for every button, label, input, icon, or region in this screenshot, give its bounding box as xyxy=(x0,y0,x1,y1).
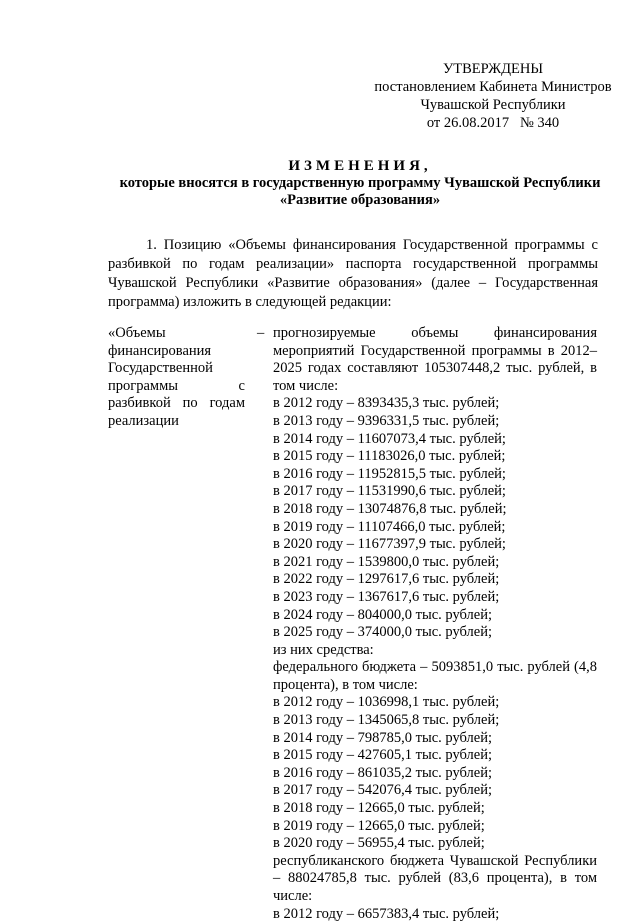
year-line: в 2012 году – 6657383,4 тыс. рублей; xyxy=(273,905,500,922)
year-line: в 2014 году – 798785,0 тыс. рублей; xyxy=(273,729,493,746)
total-intro: прогнозируемые объемы финансирования мероприятий Государственной программы в 2012–2025 годах составляют 105307448,2 тыс. рублей, в том числе: xyxy=(273,325,597,394)
year-line: в 2017 году – 11531990,6 тыс. рублей; xyxy=(273,483,506,500)
federal-years-list xyxy=(273,694,597,852)
year-line: в 2012 году – 8393435,3 тыс. рублей; xyxy=(273,395,500,412)
year-line: в 2015 году – 11183026,0 тыс. рублей; xyxy=(273,448,506,465)
title-sub-1: которые вносятся в государственную программу Чувашской Республики xyxy=(119,175,601,191)
year-line: в 2020 году – 11677397,9 тыс. рублей; xyxy=(273,536,506,553)
table-dash: – xyxy=(257,325,265,341)
sources-label: из них средства: xyxy=(273,641,374,658)
year-line: в 2016 году – 861035,2 тыс. рублей; xyxy=(273,764,493,781)
year-line: в 2015 году – 427605,1 тыс. рублей; xyxy=(273,747,493,764)
year-line: в 2012 году – 1036998,1 тыс. рублей; xyxy=(273,694,500,711)
year-line: в 2013 году – 1345065,8 тыс. рублей; xyxy=(273,712,500,729)
republic-years-list xyxy=(273,906,597,923)
intro-text: 1. Позицию «Объемы финансирования Государственной программы с разбивкой по годам реализации» паспорта государственной программы Чувашской Республики «Развитие образования» (далее – Государственная программа) изложить в следующей редакции: xyxy=(108,237,598,310)
year-line: в 2022 году – 1297617,6 тыс. рублей; xyxy=(273,571,500,588)
year-line: в 2021 году – 1539800,0 тыс. рублей; xyxy=(273,553,500,570)
total-years-list xyxy=(273,395,597,641)
year-line: в 2019 году – 11107466,0 тыс. рублей; xyxy=(273,518,506,535)
approval-line-1: постановлением Кабинета Министров xyxy=(374,79,612,95)
federal-intro: федерального бюджета – 5093851,0 тыс. рублей (4,8 процента), в том числе: xyxy=(273,659,597,693)
approval-date-number: от 26.08.2017 № 340 xyxy=(426,115,560,131)
year-line: в 2018 году – 12665,0 тыс. рублей; xyxy=(273,800,485,817)
table-right-cell xyxy=(273,325,597,923)
approval-line-2: Чувашской Республики xyxy=(420,97,566,113)
year-line: в 2013 году – 9396331,5 тыс. рублей; xyxy=(273,412,500,429)
intro-paragraph xyxy=(108,236,598,312)
title-sub-2: «Развитие образования» xyxy=(279,192,441,208)
year-line: в 2020 году – 56955,4 тыс. рублей; xyxy=(273,835,485,852)
year-line: в 2019 году – 12665,0 тыс. рублей; xyxy=(273,817,485,834)
year-line: в 2017 году – 542076,4 тыс. рублей; xyxy=(273,782,493,799)
republic-intro: республиканского бюджета Чувашской Республики – 88024785,8 тыс. рублей (83,6 процента), в том числе: xyxy=(273,852,597,904)
year-line: в 2018 году – 13074876,8 тыс. рублей; xyxy=(273,500,507,517)
year-line: в 2014 году – 11607073,4 тыс. рублей; xyxy=(273,430,506,447)
table-left-cell: «Объемы финансирования Государственной программы с разбивкой по годам реализации xyxy=(108,325,245,429)
document-title xyxy=(0,157,640,209)
title-main: ИЗМЕНЕНИЯ, xyxy=(288,158,432,174)
approval-heading: УТВЕРЖДЕНЫ xyxy=(442,61,544,77)
year-line: в 2024 году – 804000,0 тыс. рублей; xyxy=(273,606,493,623)
year-line: в 2016 году – 11952815,5 тыс. рублей; xyxy=(273,465,506,482)
year-line: в 2023 году – 1367617,6 тыс. рублей; xyxy=(273,588,500,605)
approval-block xyxy=(368,60,618,132)
year-line: в 2025 году – 374000,0 тыс. рублей; xyxy=(273,624,493,641)
